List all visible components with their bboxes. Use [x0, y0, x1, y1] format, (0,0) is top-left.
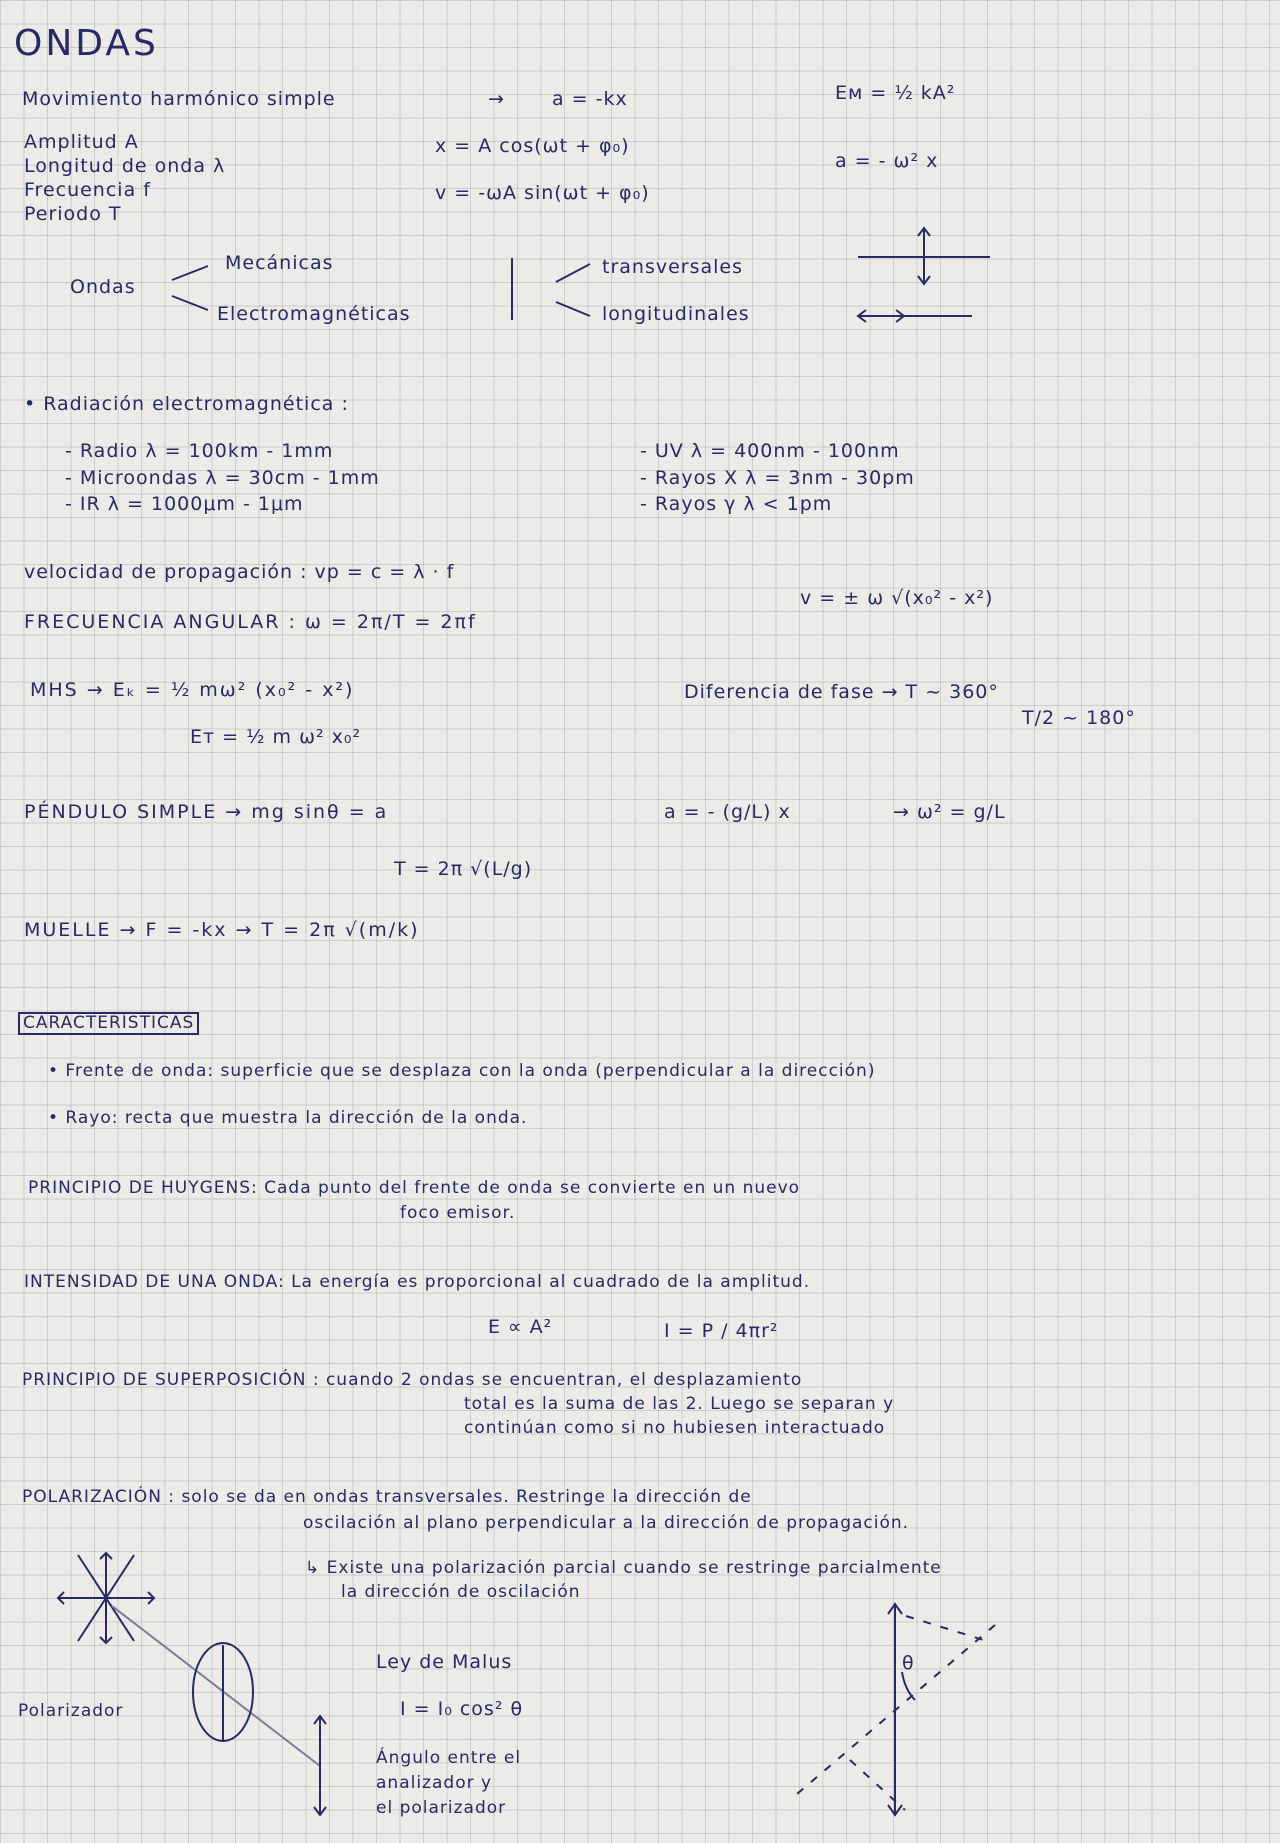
- char-wavefront: • Frente de onda: superficie que se desplaza con la onda (perpendicular a la dirección): [48, 1061, 876, 1081]
- malus-title: Ley de Malus: [376, 1651, 513, 1673]
- polarized-arrow-icon: [314, 1716, 326, 1815]
- magnitude-frequency: Frecuencia f: [24, 179, 151, 201]
- velocity-amplitude-eq: v = ± ω √(x₀² - x²): [800, 587, 994, 609]
- type-longitudinal: longitudinales: [602, 303, 750, 325]
- angle-note-1: Ángulo entre el: [376, 1748, 522, 1768]
- spring-eq: MUELLE → F = -kx → T = 2π √(m/k): [24, 919, 420, 941]
- radiation-heading: • Radiación electromagnética :: [24, 393, 349, 415]
- type-electromagnetic: Electromagnéticas: [217, 303, 411, 325]
- radiation-gamma: - Rayos γ λ < 1pm: [640, 493, 833, 515]
- type-transverse: transversales: [602, 256, 743, 278]
- arrow-icon: →: [488, 88, 505, 110]
- wave-types-label: Ondas: [70, 276, 136, 298]
- page-title: ONDAS: [14, 23, 159, 64]
- accel-eq: a = - ω² x: [835, 150, 939, 172]
- pendulum-eq: PÉNDULO SIMPLE → mg sinθ = a: [24, 801, 389, 823]
- radiation-microwaves: - Microondas λ = 30cm - 1mm: [65, 467, 380, 489]
- pendulum-period: T = 2π √(L/g): [394, 858, 533, 880]
- huygens-line-2: foco emisor.: [400, 1203, 516, 1223]
- bracket-lines-2: [556, 264, 590, 316]
- char-ray: • Rayo: recta que muestra la dirección de la onda.: [48, 1108, 528, 1128]
- magnitude-amplitude: Amplitud A: [24, 131, 139, 153]
- total-energy-eq: Eᴛ = ½ m ω² x₀²: [190, 726, 362, 748]
- type-mechanical: Mecánicas: [225, 252, 334, 274]
- angular-frequency: FRECUENCIA ANGULAR : ω = 2π/T = 2πf: [24, 611, 477, 633]
- kinetic-energy-eq: MHS → Eₖ = ½ mω² (x₀² - x²): [30, 679, 355, 701]
- phase-half-period: T/2 ~ 180°: [1022, 707, 1136, 729]
- bracket-lines: [172, 266, 208, 310]
- radiation-uv: - UV λ = 400nm - 100nm: [640, 440, 900, 462]
- polarization-line-4: la dirección de oscilación: [341, 1582, 581, 1602]
- angle-note-2: analizador y: [376, 1773, 493, 1793]
- mhs-accel: a = -kx: [552, 88, 628, 110]
- angle-note-3: el polarizador: [376, 1798, 507, 1818]
- superposition-line-1: PRINCIPIO DE SUPERPOSICIÓN : cuando 2 ondas se encuentran, el desplazamiento: [22, 1370, 803, 1390]
- phase-difference: Diferencia de fase → T ~ 360°: [684, 681, 999, 703]
- unpolarized-light-icon: [58, 1553, 154, 1643]
- longitudinal-wave-icon: [858, 310, 972, 322]
- intensity-formula: I = P / 4πr²: [664, 1320, 779, 1342]
- characteristics-heading: CARACTERÍSTICAS: [18, 1012, 199, 1035]
- malus-eq: I = I₀ cos² θ: [400, 1698, 524, 1720]
- huygens-line-1: PRINCIPIO DE HUYGENS: Cada punto del frente de onda se convierte en un nuevo: [28, 1178, 801, 1198]
- position-eq: x = A cos(ωt + φ₀): [435, 135, 630, 157]
- velocity-eq: v = -ωA sin(ωt + φ₀): [435, 182, 650, 204]
- pendulum-omega: → ω² = g/L: [893, 801, 1006, 823]
- transverse-wave-icon: [858, 228, 990, 284]
- theta-label: θ: [902, 1652, 915, 1674]
- light-ray-line: [112, 1606, 320, 1766]
- superposition-line-2: total es la suma de las 2. Luego se separan y: [464, 1394, 895, 1414]
- angle-dashed-lines: [790, 1616, 995, 1810]
- intensity-line: INTENSIDAD DE UNA ONDA: La energía es proporcional al cuadrado de la amplitud.: [24, 1272, 811, 1292]
- radiation-ir: - IR λ = 1000μm - 1μm: [65, 493, 304, 515]
- mechanical-energy-eq: Eᴍ = ½ kA²: [835, 82, 956, 104]
- magnitude-wavelength: Longitud de onda λ: [24, 155, 226, 177]
- pendulum-accel: a = - (g/L) x: [664, 801, 791, 823]
- polarization-line-1: POLARIZACIÓN : solo se da en ondas transversales. Restringe la dirección de: [22, 1487, 752, 1507]
- mhs-heading: Movimiento harmónico simple: [22, 88, 336, 110]
- propagation-velocity: velocidad de propagación : vp = c = λ · f: [24, 561, 455, 583]
- radiation-radio: - Radio λ = 100km - 1mm: [65, 440, 334, 462]
- intensity-proportional: E ∝ A²: [488, 1316, 553, 1338]
- superposition-line-3: continúan como si no hubiesen interactuado: [464, 1418, 886, 1438]
- polarization-line-2: oscilación al plano perpendicular a la dirección de propagación.: [303, 1513, 910, 1533]
- polarizer-label: Polarizador: [18, 1701, 124, 1721]
- polarization-line-3: ↳ Existe una polarización parcial cuando se restringe parcialmente: [305, 1558, 942, 1578]
- magnitude-period: Periodo T: [24, 203, 122, 225]
- radiation-xray: - Rayos X λ = 3nm - 30pm: [640, 467, 915, 489]
